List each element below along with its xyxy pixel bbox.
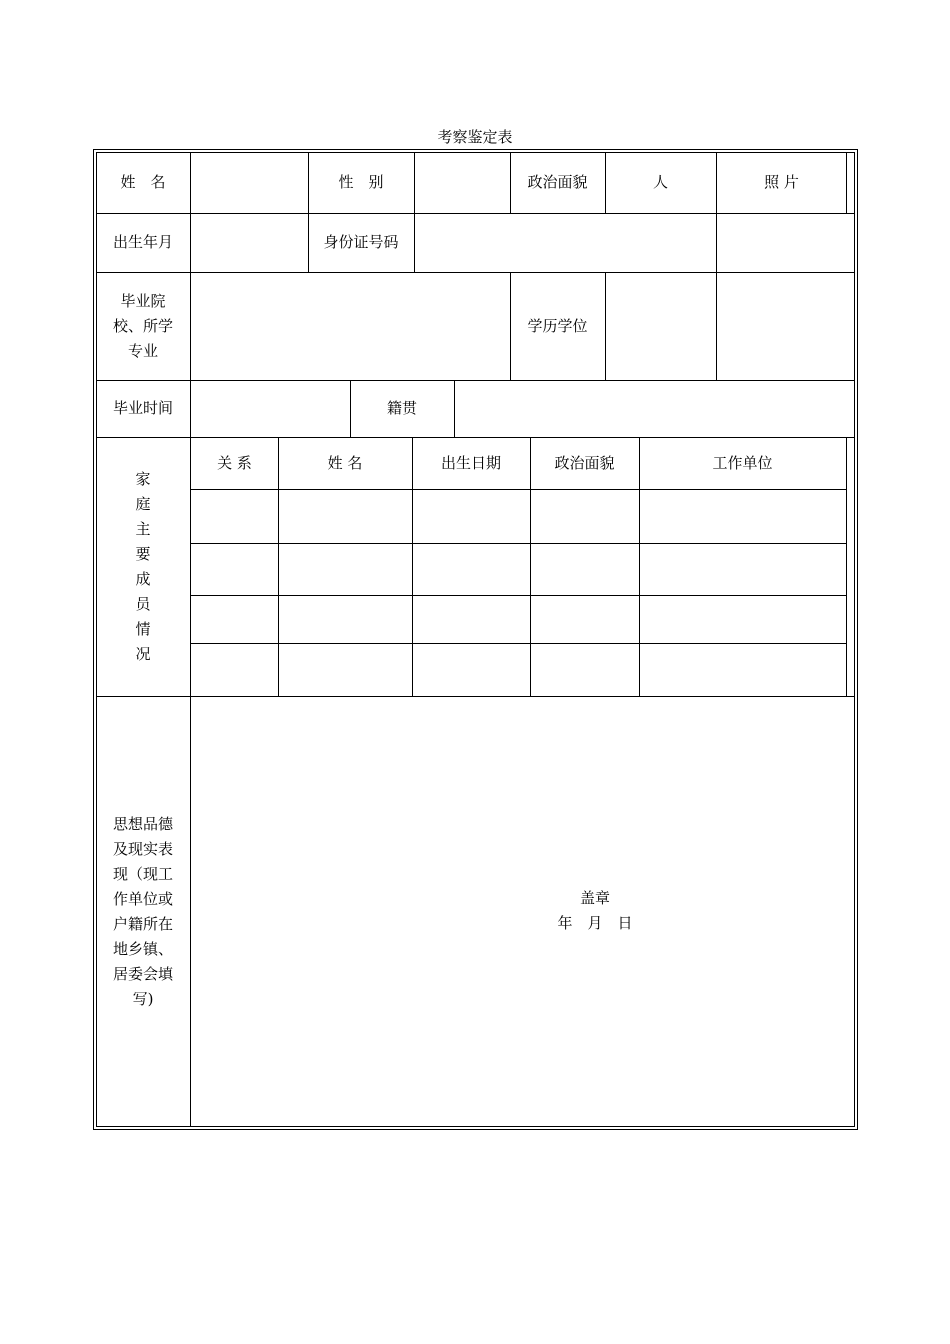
assessment-label: 思想品德 及现实表 现（现工 作单位或 户籍所在 地乡镇、 居委会填 写): [112, 814, 173, 1008]
family-row-divider: [191, 595, 847, 596]
family-col-work-unit: 工作单位: [712, 453, 773, 472]
family-section-label: 家 庭 主 要 成 员 情 况: [135, 469, 151, 663]
graduation-time-field[interactable]: [191, 380, 350, 437]
birth-field[interactable]: [191, 213, 308, 272]
family-col-divider: [846, 437, 847, 696]
name-field[interactable]: [191, 152, 308, 213]
birth-label: 出生年月: [112, 233, 173, 251]
family-col-relation: 关 系: [217, 453, 252, 472]
family-row-divider: [191, 543, 847, 544]
graduation-time-label: 毕业时间: [112, 399, 173, 417]
id-number-label: 身份证号码: [323, 233, 399, 251]
col-divider: [846, 152, 847, 213]
family-col-birth-date: 出生日期: [440, 453, 501, 472]
seal-label: 盖章: [579, 889, 610, 907]
degree-field[interactable]: [606, 272, 716, 380]
photo-label-part1: 人: [652, 173, 668, 191]
family-row-divider: [191, 489, 847, 490]
gender-label: 性 别: [338, 173, 384, 191]
family-col-political-status: 政治面貌: [554, 453, 615, 472]
school-major-field[interactable]: [191, 272, 510, 380]
native-place-field[interactable]: [455, 380, 855, 437]
photo-area[interactable]: [717, 213, 855, 380]
id-number-field[interactable]: [415, 213, 716, 272]
form-title: 考察鉴定表: [437, 128, 513, 146]
family-row-divider: [191, 643, 847, 644]
school-major-label: 毕业院 校、所学 专业: [112, 291, 173, 360]
photo-label-part2: 照 片: [764, 173, 799, 191]
family-col-name: 姓 名: [327, 453, 363, 472]
date-label: 年 月 日: [557, 914, 633, 932]
native-place-label: 籍贯: [386, 399, 417, 417]
degree-label: 学历学位: [527, 316, 588, 335]
political-status-label: 政治面貌: [527, 173, 588, 191]
gender-field[interactable]: [415, 152, 510, 213]
name-label: 姓 名: [120, 173, 166, 191]
